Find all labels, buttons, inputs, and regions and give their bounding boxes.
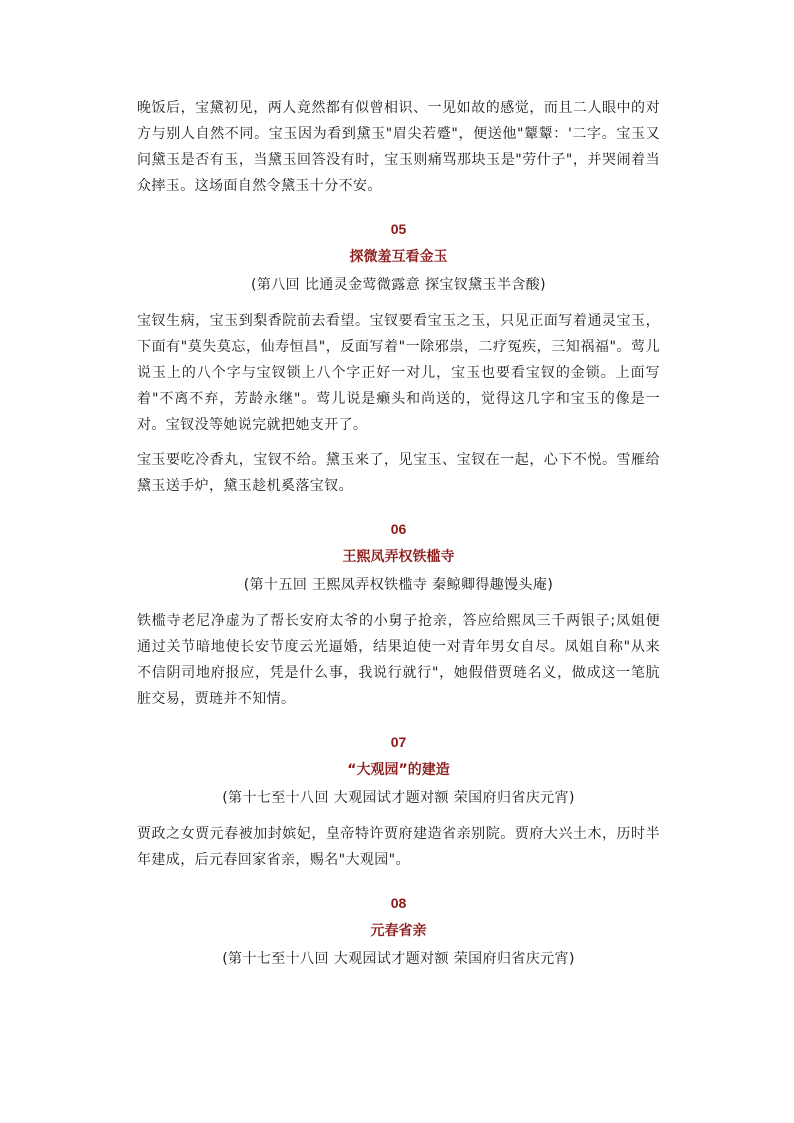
- section-title: 王熙凤弄权铁槛寺: [342, 549, 455, 565]
- section-number: 06: [390, 521, 407, 537]
- intro-paragraph: 晚饭后，宝黛初见，两人竟然都有似曾相识、一见如故的感觉，而且二人眼中的对方与别人自然不同。宝玉因为看到黛玉"眉尖若蹙"，便送他"颦颦：'二字。宝玉又问黛玉是否有玉，当黛玉回答没有时，宝玉则痛骂那块玉是"劳什子"，并哭闹着当众摔玉。这场面自然令黛玉十分不安。: [137, 100, 660, 194]
- section-title: 元春省亲: [370, 923, 427, 939]
- section-paragraph: 宝玉要吃冷香丸，宝钗不给。黛玉来了，见宝玉、宝钗在一起，心下不悦。雪雁给黛玉送手炉，黛玉趁机奚落宝钗。: [137, 452, 660, 494]
- chapter-reference: (第十七至十八回 大观园试才题对额 荣国府归省庆元宵): [222, 951, 575, 967]
- section-title: “大观园”的建造: [347, 762, 450, 778]
- chapter-reference: (第十七至十八回 大观园试才题对额 荣国府归省庆元宵): [222, 790, 575, 806]
- section-08: [137, 892, 660, 970]
- section-paragraph: 宝钗生病，宝玉到梨香院前去看望。宝钗要看宝玉之玉，只见正面写着通灵宝玉，下面有"莫失莫忘，仙寿恒昌"，反面写着"一除邪祟，二疗冤疾，三知祸福"。莺儿说玉上的八个字与宝钗锁上八个字正好一对儿，宝玉也要看宝钗的金锁。上面写着"不离不弃，芳龄永继"。莺儿说是癞头和尚送的，觉得这几字和宝玉的像是一对。宝钗没等她说完就把她支开了。: [137, 313, 660, 433]
- section-number: 05: [390, 221, 407, 237]
- section-06: [137, 518, 660, 712]
- section-paragraph: 贾政之女贾元春被加封嫔妃，皇帝特许贾府建造省亲别院。贾府大兴土木，历时半年建成，后元春回家省亲，赐名"大观园"。: [137, 826, 660, 868]
- document-page: [137, 95, 660, 982]
- section-number: 08: [390, 895, 407, 911]
- section-paragraph: 铁槛寺老尼净虚为了帮长安府太爷的小舅子抢亲，答应给熙凤三千两银子;凤姐便通过关节暗地使长安节度云光逼婚，结果迫使一对青年男女自尽。凤姐自称"从来不信阴司地府报应，凭是什么事，我说行就行"，她假借贾琏名义，做成这一笔肮脏交易，贾琏并不知情。: [137, 613, 660, 707]
- section-05: [137, 218, 660, 499]
- section-number: 07: [390, 734, 407, 750]
- section-07: [137, 731, 660, 873]
- section-title: 探微羞互看金玉: [349, 249, 448, 265]
- chapter-reference: (第八回 比通灵金莺微露意 探宝钗黛玉半含酸): [250, 277, 547, 293]
- chapter-reference: (第十五回 王熙凤弄权铁槛寺 秦鲸卿得趣馒头庵): [243, 577, 554, 593]
